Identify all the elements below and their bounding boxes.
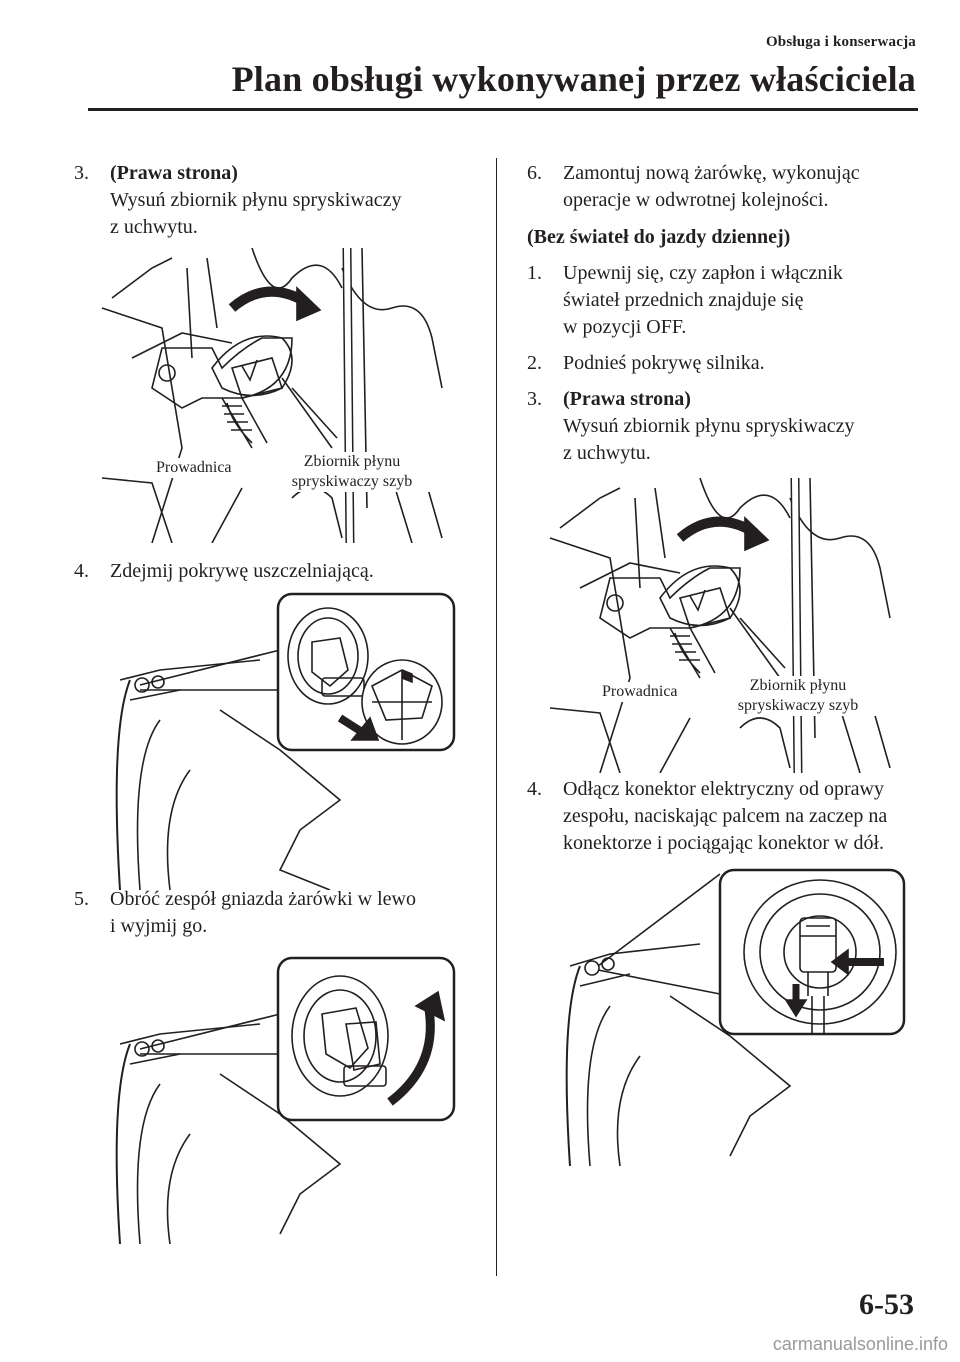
step-text: i wyjmij go.: [110, 915, 208, 937]
left-step-3: [74, 160, 474, 241]
step-text: Wysuń zbiornik płynu spryskiwaczy: [563, 415, 855, 437]
step-number: 4.: [74, 560, 89, 582]
step-text: Zdejmij pokrywę uszczelniającą.: [110, 560, 374, 582]
step-heading: (Prawa strona): [110, 162, 238, 184]
label-guide: Prowadnica: [602, 683, 678, 700]
step-text: Odłącz konektor elektryczny od oprawy: [563, 778, 884, 800]
right-step-1: [527, 260, 927, 341]
step-number: 5.: [74, 888, 89, 910]
step-text: w pozycji OFF.: [563, 316, 687, 338]
bulb-socket-illustration: [100, 954, 460, 1244]
label-guide: Prowadnica: [156, 459, 232, 476]
label-washer-tank: [714, 676, 882, 716]
step-text: zespołu, naciskając palcem na zaczep na: [563, 805, 888, 827]
label-washer-tank: [268, 452, 436, 492]
step-number: 4.: [527, 778, 542, 800]
step-heading: (Prawa strona): [563, 388, 691, 410]
connector-illustration: [550, 866, 910, 1166]
step-text: z uchwytu.: [563, 442, 651, 464]
right-step-2: [527, 350, 927, 377]
step-text: Zamontuj nową żarówkę, wykonując: [563, 162, 860, 184]
label-line: spryskiwaczy szyb: [291, 473, 413, 490]
step-number: 6.: [527, 162, 542, 184]
label-line: spryskiwaczy szyb: [737, 697, 859, 714]
label-line: Zbiornik płynu: [749, 677, 847, 694]
right-step-6: [527, 160, 927, 214]
step-text: Upewnij się, czy zapłon i włącznik: [563, 262, 843, 284]
washer-tank-illustration: [540, 478, 910, 773]
left-step-5: [74, 886, 474, 940]
step-number: 2.: [527, 352, 542, 374]
step-text: operacje w odwrotnej kolejności.: [563, 189, 829, 211]
left-step-4: [74, 558, 474, 585]
washer-tank-illustration: [92, 248, 462, 543]
seal-cap-illustration: [100, 590, 460, 890]
step-text: z uchwytu.: [110, 216, 198, 238]
step-text: Wysuń zbiornik płynu spryskiwaczy: [110, 189, 402, 211]
header-rule: [88, 108, 918, 111]
subheading: (Bez świateł do jazdy dziennej): [527, 226, 791, 248]
step-text: konektorze i pociągając konektor w dół.: [563, 832, 884, 854]
watermark: carmanualsonline.info: [772, 1334, 948, 1354]
page-number: 6-53: [859, 1288, 914, 1321]
step-number: 1.: [527, 262, 542, 284]
step-text: Obróć zespół gniazda żarówki w lewo: [110, 888, 416, 910]
page-title: Plan obsługi wykonywanej przez właściciela: [231, 59, 916, 99]
step-number: 3.: [74, 162, 89, 184]
right-step-4: [527, 776, 937, 857]
step-text: Podnieś pokrywę silnika.: [563, 352, 765, 374]
column-divider: [496, 158, 497, 1276]
right-step-3: [527, 386, 927, 467]
step-text: świateł przednich znajduje się: [563, 289, 804, 311]
label-line: Zbiornik płynu: [303, 453, 401, 470]
section-label: Obsługa i konserwacja: [765, 34, 916, 50]
step-number: 3.: [527, 388, 542, 410]
